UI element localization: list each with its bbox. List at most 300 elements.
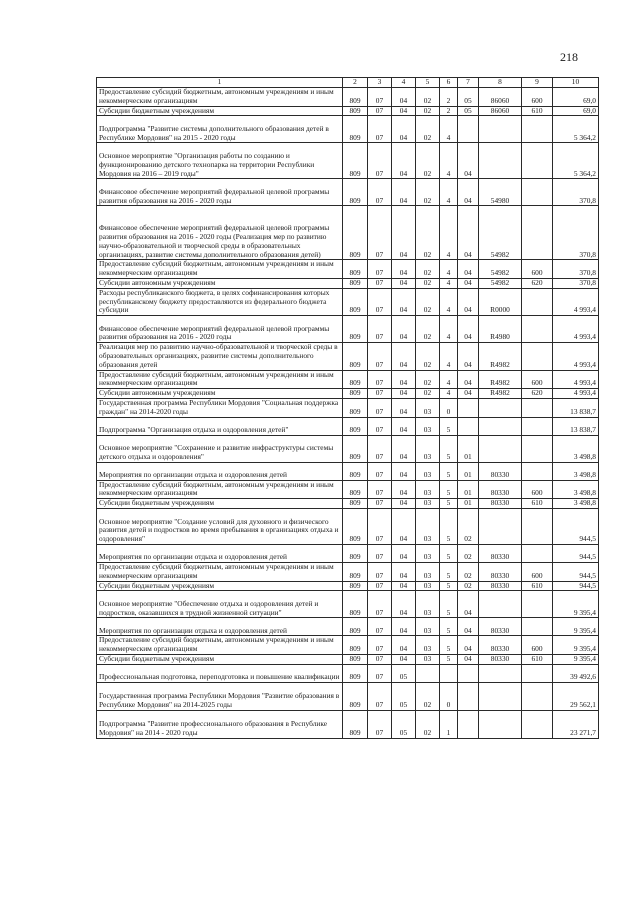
- cell-amount: 370,8: [553, 260, 599, 279]
- cell-subprogram: 5: [440, 562, 458, 581]
- cell-amount: 4 993,4: [553, 288, 599, 315]
- cell-amount: 13 838,7: [553, 417, 599, 435]
- cell-subsection: 04: [392, 636, 416, 655]
- cell-amount: 13 838,7: [553, 398, 599, 417]
- table-header-row: [97, 78, 599, 88]
- cell-amount: 4 993,4: [553, 343, 599, 370]
- cell-direction: 54982: [479, 278, 522, 288]
- cell-chapter: 809: [343, 206, 368, 260]
- cell-name: Мероприятия по организации отдыха и оздоровления детей: [97, 618, 343, 636]
- cell-expense-type: 610: [522, 654, 553, 664]
- cell-section: 07: [368, 591, 392, 618]
- cell-expense-type: 600: [522, 562, 553, 581]
- cell-direction: 86060: [479, 106, 522, 116]
- cell-event: 01: [458, 435, 479, 462]
- cell-event: 04: [458, 591, 479, 618]
- cell-name: Основное мероприятие "Обеспечение отдыха и оздоровления детей и подростков, оказавшихся в трудной жизненной ситуации": [97, 591, 343, 618]
- cell-direction: R4982: [479, 370, 522, 389]
- table-row: [97, 260, 599, 279]
- cell-subprogram: 4: [440, 278, 458, 288]
- cell-section: 07: [368, 682, 392, 710]
- page-number: 218: [560, 50, 578, 64]
- cell-section: 07: [368, 499, 392, 509]
- cell-direction: [479, 435, 522, 462]
- cell-amount: 370,8: [553, 278, 599, 288]
- cell-expense-type: 600: [522, 88, 553, 107]
- cell-subsection: 04: [392, 116, 416, 143]
- cell-subprogram: 4: [440, 116, 458, 143]
- cell-amount: 4 993,4: [553, 389, 599, 399]
- cell-expense-type: [522, 544, 553, 562]
- cell-expense-type: 610: [522, 499, 553, 509]
- cell-chapter: 809: [343, 143, 368, 179]
- cell-subprogram: 2: [440, 106, 458, 116]
- cell-event: 04: [458, 179, 479, 206]
- cell-event: [458, 682, 479, 710]
- cell-subsection: 04: [392, 260, 416, 279]
- cell-event: [458, 710, 479, 738]
- cell-expense-type: [522, 116, 553, 143]
- cell-subprogram: 5: [440, 508, 458, 544]
- cell-subprogram: 5: [440, 499, 458, 509]
- cell-direction: R4980: [479, 316, 522, 343]
- cell-direction: [479, 143, 522, 179]
- cell-section: 07: [368, 88, 392, 107]
- cell-program: 03: [416, 591, 440, 618]
- cell-program: 03: [416, 462, 440, 480]
- cell-name: Субсидии бюджетным учреждениям: [97, 654, 343, 664]
- cell-section: 07: [368, 179, 392, 206]
- cell-subsection: 04: [392, 398, 416, 417]
- cell-section: 07: [368, 480, 392, 499]
- cell-program: 02: [416, 389, 440, 399]
- column-number-9: 9: [522, 78, 553, 88]
- cell-subsection: 05: [392, 710, 416, 738]
- cell-chapter: 809: [343, 618, 368, 636]
- cell-chapter: 809: [343, 88, 368, 107]
- table-row: [97, 480, 599, 499]
- cell-direction: 80330: [479, 562, 522, 581]
- table-row: [97, 664, 599, 682]
- column-number-6: 6: [440, 78, 458, 88]
- table-row: [97, 179, 599, 206]
- table-row: [97, 591, 599, 618]
- cell-subprogram: 4: [440, 143, 458, 179]
- cell-program: 02: [416, 206, 440, 260]
- cell-program: 02: [416, 106, 440, 116]
- cell-event: 04: [458, 260, 479, 279]
- cell-section: 07: [368, 562, 392, 581]
- cell-direction: 80330: [479, 462, 522, 480]
- cell-program: 03: [416, 435, 440, 462]
- cell-direction: [479, 398, 522, 417]
- column-number-8: 8: [479, 78, 522, 88]
- cell-chapter: 809: [343, 581, 368, 591]
- cell-chapter: 809: [343, 636, 368, 655]
- cell-subsection: 04: [392, 499, 416, 509]
- cell-section: 07: [368, 618, 392, 636]
- table-row: [97, 508, 599, 544]
- cell-name: Мероприятия по организации отдыха и оздоровления детей: [97, 544, 343, 562]
- cell-subprogram: 4: [440, 206, 458, 260]
- cell-chapter: 809: [343, 682, 368, 710]
- table-row: [97, 370, 599, 389]
- cell-chapter: 809: [343, 654, 368, 664]
- cell-direction: 80330: [479, 544, 522, 562]
- cell-name: Предоставление субсидий бюджетным, автономным учреждениям и иным некоммерческим организациям: [97, 480, 343, 499]
- cell-section: 07: [368, 288, 392, 315]
- cell-program: 03: [416, 654, 440, 664]
- table-row: [97, 654, 599, 664]
- cell-chapter: 809: [343, 435, 368, 462]
- cell-program: 03: [416, 480, 440, 499]
- cell-amount: 370,8: [553, 179, 599, 206]
- cell-expense-type: [522, 664, 553, 682]
- cell-event: 04: [458, 278, 479, 288]
- table-row: [97, 343, 599, 370]
- cell-section: 07: [368, 636, 392, 655]
- cell-program: 02: [416, 288, 440, 315]
- cell-expense-type: [522, 316, 553, 343]
- cell-subsection: 05: [392, 682, 416, 710]
- table-row: [97, 636, 599, 655]
- cell-section: 07: [368, 260, 392, 279]
- cell-subprogram: 0: [440, 398, 458, 417]
- cell-event: 04: [458, 636, 479, 655]
- cell-name: Предоставление субсидий бюджетным, автономным учреждениям и иным некоммерческим организациям: [97, 562, 343, 581]
- cell-subsection: 04: [392, 435, 416, 462]
- cell-event: [458, 398, 479, 417]
- cell-expense-type: 600: [522, 636, 553, 655]
- table-row: [97, 544, 599, 562]
- cell-expense-type: [522, 591, 553, 618]
- cell-expense-type: [522, 710, 553, 738]
- cell-subprogram: 4: [440, 370, 458, 389]
- cell-subsection: 04: [392, 480, 416, 499]
- column-number-5: 5: [416, 78, 440, 88]
- cell-amount: 9 395,4: [553, 618, 599, 636]
- cell-event: 04: [458, 343, 479, 370]
- cell-event: 02: [458, 508, 479, 544]
- cell-expense-type: [522, 462, 553, 480]
- table-row: [97, 143, 599, 179]
- cell-event: 04: [458, 316, 479, 343]
- cell-program: 02: [416, 179, 440, 206]
- table-row: [97, 435, 599, 462]
- cell-program: 03: [416, 581, 440, 591]
- cell-subsection: 04: [392, 143, 416, 179]
- cell-subsection: 04: [392, 343, 416, 370]
- cell-name: Основное мероприятие "Создание условий для духовного и физического развития детей и подростков во время пребывания в организациях отдыха и оздоровления": [97, 508, 343, 544]
- cell-direction: [479, 116, 522, 143]
- cell-section: 07: [368, 370, 392, 389]
- cell-subprogram: 5: [440, 480, 458, 499]
- cell-amount: 3 498,8: [553, 480, 599, 499]
- cell-section: 07: [368, 316, 392, 343]
- cell-amount: 370,8: [553, 206, 599, 260]
- cell-expense-type: [522, 398, 553, 417]
- column-number-2: 2: [343, 78, 368, 88]
- table-row: [97, 398, 599, 417]
- cell-amount: 39 492,6: [553, 664, 599, 682]
- cell-expense-type: [522, 682, 553, 710]
- cell-amount: 4 993,4: [553, 370, 599, 389]
- cell-section: 07: [368, 116, 392, 143]
- cell-chapter: 809: [343, 288, 368, 315]
- cell-subprogram: [440, 664, 458, 682]
- cell-section: 07: [368, 398, 392, 417]
- cell-subprogram: 5: [440, 618, 458, 636]
- cell-amount: 944,5: [553, 544, 599, 562]
- cell-name: Субсидии бюджетным учреждениям: [97, 581, 343, 591]
- cell-chapter: 809: [343, 116, 368, 143]
- cell-direction: 80330: [479, 499, 522, 509]
- cell-expense-type: [522, 417, 553, 435]
- cell-name: Субсидии бюджетным учреждениям: [97, 106, 343, 116]
- cell-name: Предоставление субсидий бюджетным, автономным учреждениям и иным некоммерческим организациям: [97, 88, 343, 107]
- cell-name: Финансовое обеспечение мероприятий федеральной целевой программы развития образования на 2016 - 2020 годы (Реализация мер по развитию научно-образовательной и творческой среды в образовательных организациях, развитие системы дополнительного образования детей): [97, 206, 343, 260]
- cell-name: Основное мероприятие "Организация работы по созданию и функционированию детского технопарка на территории Республики Мордовия на 2016 – 2019 годы": [97, 143, 343, 179]
- cell-name: Государственная программа Республики Мордовия "Развитие образования в Республике Мордовия" на 2014-2025 годы: [97, 682, 343, 710]
- cell-subprogram: 4: [440, 316, 458, 343]
- cell-name: Государственная программа Республики Мордовия "Социальная поддержка граждан" на 2014-2020 годы: [97, 398, 343, 417]
- cell-chapter: 809: [343, 370, 368, 389]
- cell-section: 07: [368, 278, 392, 288]
- cell-subsection: 04: [392, 316, 416, 343]
- cell-program: 03: [416, 562, 440, 581]
- cell-event: [458, 664, 479, 682]
- cell-subsection: 04: [392, 288, 416, 315]
- table-row: [97, 278, 599, 288]
- cell-program: 02: [416, 682, 440, 710]
- column-number-4: 4: [392, 78, 416, 88]
- cell-program: 02: [416, 116, 440, 143]
- cell-name: Подпрограмма "Организация отдыха и оздоровления детей": [97, 417, 343, 435]
- cell-subprogram: 5: [440, 636, 458, 655]
- cell-name: Расходы республиканского бюджета, в целях софинансирования которых республиканскому бюджету предоставляются из федерального бюджета субсидии: [97, 288, 343, 315]
- cell-subprogram: 4: [440, 343, 458, 370]
- cell-chapter: 809: [343, 278, 368, 288]
- table-row: [97, 206, 599, 260]
- cell-direction: 80330: [479, 480, 522, 499]
- column-number-1: 1: [97, 78, 343, 88]
- table-row: [97, 106, 599, 116]
- column-number-7: 7: [458, 78, 479, 88]
- cell-subprogram: 4: [440, 288, 458, 315]
- cell-direction: 80330: [479, 654, 522, 664]
- cell-name: Профессиональная подготовка, переподготовка и повышение квалификации: [97, 664, 343, 682]
- cell-event: 04: [458, 370, 479, 389]
- cell-subsection: 04: [392, 106, 416, 116]
- cell-chapter: 809: [343, 316, 368, 343]
- cell-direction: R4982: [479, 389, 522, 399]
- table-row: [97, 389, 599, 399]
- cell-direction: 54982: [479, 260, 522, 279]
- cell-subprogram: 4: [440, 260, 458, 279]
- cell-subprogram: 5: [440, 544, 458, 562]
- cell-program: 02: [416, 370, 440, 389]
- cell-amount: 9 395,4: [553, 636, 599, 655]
- cell-program: 02: [416, 343, 440, 370]
- cell-expense-type: [522, 179, 553, 206]
- cell-section: 07: [368, 710, 392, 738]
- cell-amount: 5 364,2: [553, 116, 599, 143]
- cell-section: 07: [368, 417, 392, 435]
- cell-chapter: 809: [343, 260, 368, 279]
- cell-expense-type: [522, 343, 553, 370]
- cell-section: 07: [368, 664, 392, 682]
- table-row: [97, 88, 599, 107]
- cell-amount: 9 395,4: [553, 654, 599, 664]
- cell-event: 01: [458, 480, 479, 499]
- cell-event: 04: [458, 389, 479, 399]
- cell-subsection: 04: [392, 618, 416, 636]
- cell-chapter: 809: [343, 544, 368, 562]
- cell-section: 07: [368, 143, 392, 179]
- cell-chapter: 809: [343, 664, 368, 682]
- cell-direction: [479, 710, 522, 738]
- cell-amount: 5 364,2: [553, 143, 599, 179]
- cell-subprogram: 5: [440, 417, 458, 435]
- cell-chapter: 809: [343, 398, 368, 417]
- cell-name: Реализация мер по развитию научно-образовательной и творческой среды в образовательных организациях, развитие системы дополнительного образования детей: [97, 343, 343, 370]
- cell-direction: [479, 508, 522, 544]
- cell-chapter: 809: [343, 389, 368, 399]
- cell-expense-type: [522, 435, 553, 462]
- cell-subprogram: 5: [440, 654, 458, 664]
- cell-section: 07: [368, 389, 392, 399]
- cell-amount: 3 498,8: [553, 499, 599, 509]
- cell-section: 07: [368, 462, 392, 480]
- cell-program: 03: [416, 398, 440, 417]
- cell-expense-type: [522, 206, 553, 260]
- column-number-3: 3: [368, 78, 392, 88]
- cell-amount: 944,5: [553, 508, 599, 544]
- cell-event: 02: [458, 581, 479, 591]
- cell-chapter: 809: [343, 480, 368, 499]
- table-row: [97, 288, 599, 315]
- cell-direction: [479, 664, 522, 682]
- cell-expense-type: 600: [522, 480, 553, 499]
- cell-event: 01: [458, 462, 479, 480]
- cell-program: 02: [416, 316, 440, 343]
- cell-subsection: 04: [392, 581, 416, 591]
- cell-subsection: 04: [392, 370, 416, 389]
- cell-subsection: 04: [392, 206, 416, 260]
- cell-subsection: 04: [392, 179, 416, 206]
- cell-expense-type: 620: [522, 389, 553, 399]
- cell-program: [416, 664, 440, 682]
- cell-section: 07: [368, 581, 392, 591]
- table-row: [97, 499, 599, 509]
- cell-subsection: 05: [392, 664, 416, 682]
- cell-expense-type: 600: [522, 370, 553, 389]
- cell-section: 07: [368, 544, 392, 562]
- cell-event: 04: [458, 206, 479, 260]
- cell-name: Финансовое обеспечение мероприятий федеральной целевой программы развития образования на 2016 - 2020 годы: [97, 316, 343, 343]
- table-row: [97, 581, 599, 591]
- cell-amount: 944,5: [553, 581, 599, 591]
- cell-subprogram: 4: [440, 389, 458, 399]
- cell-program: 03: [416, 508, 440, 544]
- cell-event: 02: [458, 562, 479, 581]
- cell-expense-type: [522, 508, 553, 544]
- cell-amount: 9 395,4: [553, 591, 599, 618]
- cell-program: 03: [416, 636, 440, 655]
- cell-event: 02: [458, 544, 479, 562]
- cell-expense-type: [522, 288, 553, 315]
- cell-program: 02: [416, 143, 440, 179]
- table-row: [97, 116, 599, 143]
- cell-amount: 29 562,1: [553, 682, 599, 710]
- cell-program: 02: [416, 278, 440, 288]
- cell-expense-type: [522, 618, 553, 636]
- cell-section: 07: [368, 206, 392, 260]
- table-row: [97, 417, 599, 435]
- table-row: [97, 710, 599, 738]
- cell-program: 03: [416, 618, 440, 636]
- cell-subsection: 04: [392, 562, 416, 581]
- cell-section: 07: [368, 654, 392, 664]
- cell-direction: [479, 591, 522, 618]
- cell-chapter: 809: [343, 106, 368, 116]
- cell-subsection: 04: [392, 654, 416, 664]
- cell-name: Субсидии автономным учреждениям: [97, 278, 343, 288]
- cell-subprogram: 5: [440, 435, 458, 462]
- cell-name: Подпрограмма "Развитие профессионального образования в Республике Мордовия" на 2014 - 2020 годы: [97, 710, 343, 738]
- cell-program: 02: [416, 88, 440, 107]
- cell-event: 04: [458, 654, 479, 664]
- cell-event: 04: [458, 618, 479, 636]
- cell-event: 01: [458, 499, 479, 509]
- cell-direction: 86060: [479, 88, 522, 107]
- cell-name: Предоставление субсидий бюджетным, автономным учреждениям и иным некоммерческим организациям: [97, 370, 343, 389]
- cell-section: 07: [368, 343, 392, 370]
- cell-subprogram: 4: [440, 179, 458, 206]
- cell-amount: 69,0: [553, 88, 599, 107]
- cell-subsection: 04: [392, 591, 416, 618]
- cell-subprogram: 0: [440, 682, 458, 710]
- cell-direction: 80330: [479, 618, 522, 636]
- table-row: [97, 618, 599, 636]
- cell-subprogram: 2: [440, 88, 458, 107]
- cell-expense-type: 610: [522, 581, 553, 591]
- cell-event: 04: [458, 288, 479, 315]
- cell-subsection: 04: [392, 417, 416, 435]
- cell-name: Финансовое обеспечение мероприятий федеральной целевой программы развития образования на 2016 - 2020 годы: [97, 179, 343, 206]
- cell-program: 03: [416, 499, 440, 509]
- cell-name: Субсидии бюджетным учреждениям: [97, 499, 343, 509]
- cell-subsection: 04: [392, 462, 416, 480]
- cell-chapter: 809: [343, 508, 368, 544]
- cell-name: Предоставление субсидий бюджетным, автономным учреждениям и иным некоммерческим организациям: [97, 260, 343, 279]
- column-number-10: 10: [553, 78, 599, 88]
- cell-program: 02: [416, 260, 440, 279]
- cell-event: 04: [458, 143, 479, 179]
- table-row: [97, 316, 599, 343]
- cell-event: [458, 417, 479, 435]
- cell-direction: [479, 682, 522, 710]
- cell-program: 02: [416, 710, 440, 738]
- cell-expense-type: 600: [522, 260, 553, 279]
- cell-program: 03: [416, 544, 440, 562]
- cell-amount: 944,5: [553, 562, 599, 581]
- cell-amount: 69,0: [553, 106, 599, 116]
- cell-subprogram: 5: [440, 591, 458, 618]
- cell-subprogram: 5: [440, 462, 458, 480]
- cell-event: 05: [458, 106, 479, 116]
- cell-direction: R0000: [479, 288, 522, 315]
